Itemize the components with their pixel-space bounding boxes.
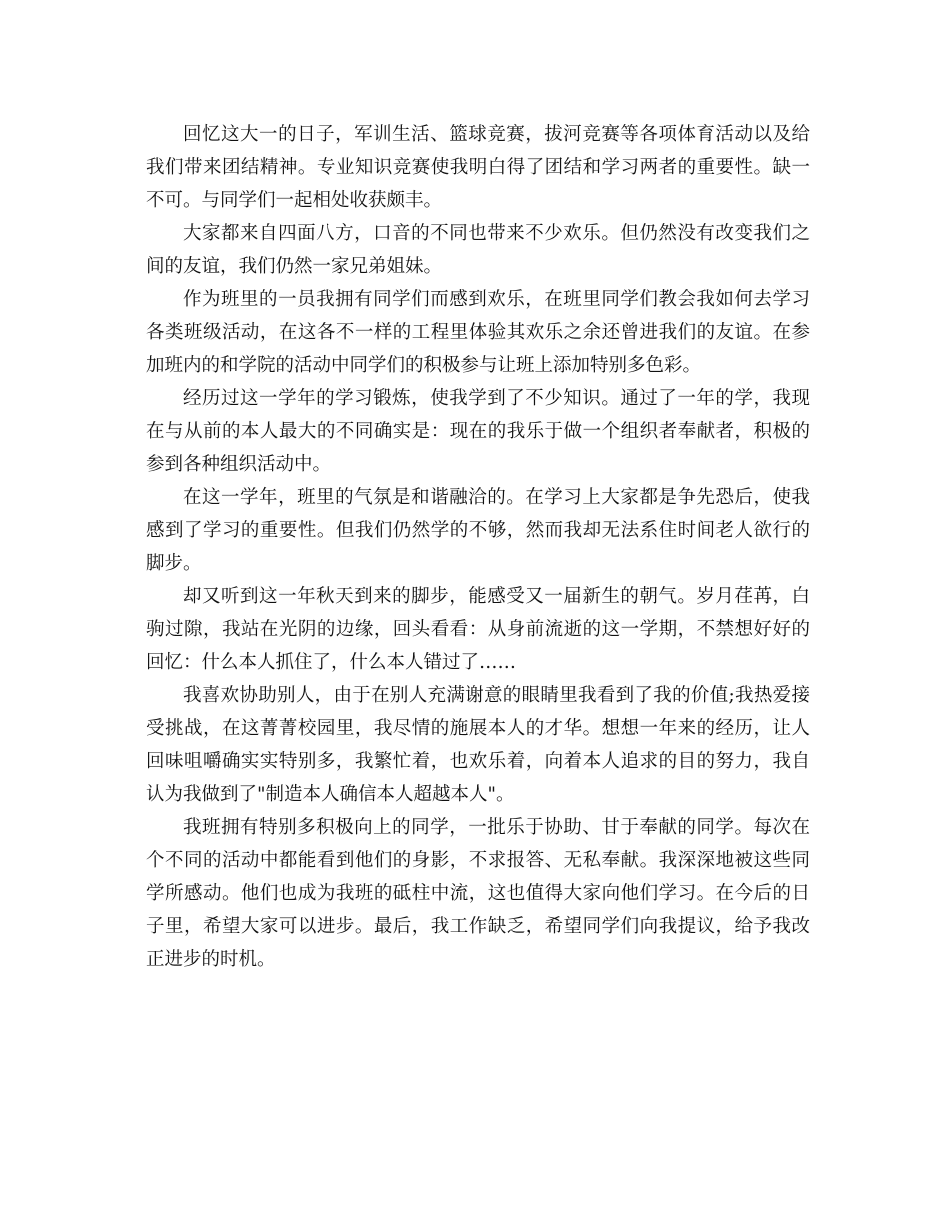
paragraph-1: 回忆这大一的日子，军训生活、篮球竞赛，拔河竞赛等各项体育活动以及给我们带来团结精神。专业知识竞赛使我明白得了团结和学习两者的重要性。缺一不可。与同学们一起相处收获颇丰。	[146, 124, 810, 211]
paragraph-2: 大家都来自四面八方，口音的不同也带来不少欢乐。但仍然没有改变我们之间的友谊，我们仍然一家兄弟姐妹。	[146, 223, 810, 277]
paragraph-7: 我喜欢协助别人，由于在别人充满谢意的眼睛里我看到了我的价值;我热爱接受挑战，在这菁菁校园里，我尽情的施展本人的才华。想想一年来的经历，让人回味咀嚼确实实特别多，我繁忙着，也欢乐着，向着本人追求的目的努力，我自认为我做到了"制造本人确信本人超越本人"。	[146, 685, 810, 805]
paragraph-4: 经历过这一学年的学习锻炼，使我学到了不少知识。通过了一年的学，我现在与从前的本人最大的不同确实是：现在的我乐于做一个组织者奉献者，积极的参到各种组织活动中。	[146, 388, 810, 475]
paragraph-8: 我班拥有特别多积极向上的同学，一批乐于协助、甘于奉献的同学。每次在个不同的活动中都能看到他们的身影，不求报答、无私奉献。我深深地被这些同学所感动。他们也成为我班的砥柱中流，这也值得大家向他们学习。在今后的日子里，希望大家可以进步。最后，我工作缺乏，希望同学们向我提议，给予我改正进步的时机。	[146, 817, 810, 970]
paragraph-5: 在这一学年，班里的气氛是和谐融洽的。在学习上大家都是争先恐后，使我感到了学习的重要性。但我们仍然学的不够，然而我却无法系住时间老人欲行的脚步。	[146, 487, 810, 574]
paragraph-6: 却又听到这一年秋天到来的脚步，能感受又一届新生的朝气。岁月荏苒，白驹过隙，我站在光阴的边缘，回头看看：从身前流逝的这一学期，不禁想好好的回忆：什么本人抓住了，什么本人错过了……	[146, 586, 810, 673]
document-page	[146, 118, 810, 976]
paragraph-3: 作为班里的一员我拥有同学们而感到欢乐，在班里同学们教会我如何去学习各类班级活动，在这各不一样的工程里体验其欢乐之余还曾进我们的友谊。在参加班内的和学院的活动中同学们的积极参与让班上添加特别多色彩。	[146, 289, 810, 376]
